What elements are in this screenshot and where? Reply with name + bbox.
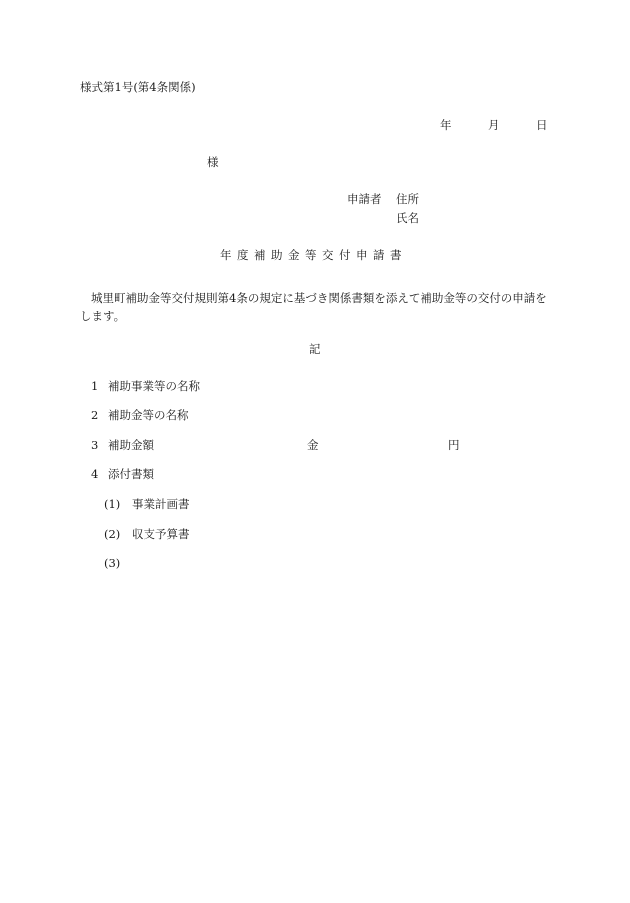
item-3-number: 3 <box>91 438 99 452</box>
body-paragraph: 城里町補助金等交付規則第4条の規定に基づき関係書類を添えて補助金等の交付の申請をします。 <box>80 291 547 323</box>
attachment-1-label: 事業計画書 <box>132 497 190 511</box>
date-day-label: 日 <box>536 118 548 132</box>
attachment-3-number: (3) <box>104 556 121 570</box>
date-month-label: 月 <box>488 118 500 132</box>
attachment-1-number: (1) <box>104 497 121 511</box>
item-1-label: 補助事業等の名称 <box>108 379 200 393</box>
attachment-2-number: (2) <box>104 527 121 541</box>
item-2-number: 2 <box>91 408 99 422</box>
item-4-label: 添付書類 <box>108 467 154 481</box>
ki-heading: 記 <box>309 342 321 356</box>
item-3-label: 補助金額 <box>108 438 154 452</box>
item-3-yen-label: 円 <box>448 438 460 452</box>
applicant-name-label: 氏名 <box>396 211 419 225</box>
document-title: 年度補助金等交付申請書 <box>220 248 407 262</box>
item-4-number: 4 <box>91 467 99 481</box>
addressee-suffix: 様 <box>207 155 219 169</box>
applicant-label: 申請者 <box>347 192 382 206</box>
item-1-number: 1 <box>91 379 99 393</box>
date-year-label: 年 <box>440 118 452 132</box>
item-3-kin-label: 金 <box>307 438 319 452</box>
form-number: 様式第1号(第4条関係) <box>80 80 196 94</box>
item-2-label: 補助金等の名称 <box>108 408 189 422</box>
applicant-address-label: 住所 <box>396 192 419 206</box>
attachment-2-label: 収支予算書 <box>132 527 190 541</box>
